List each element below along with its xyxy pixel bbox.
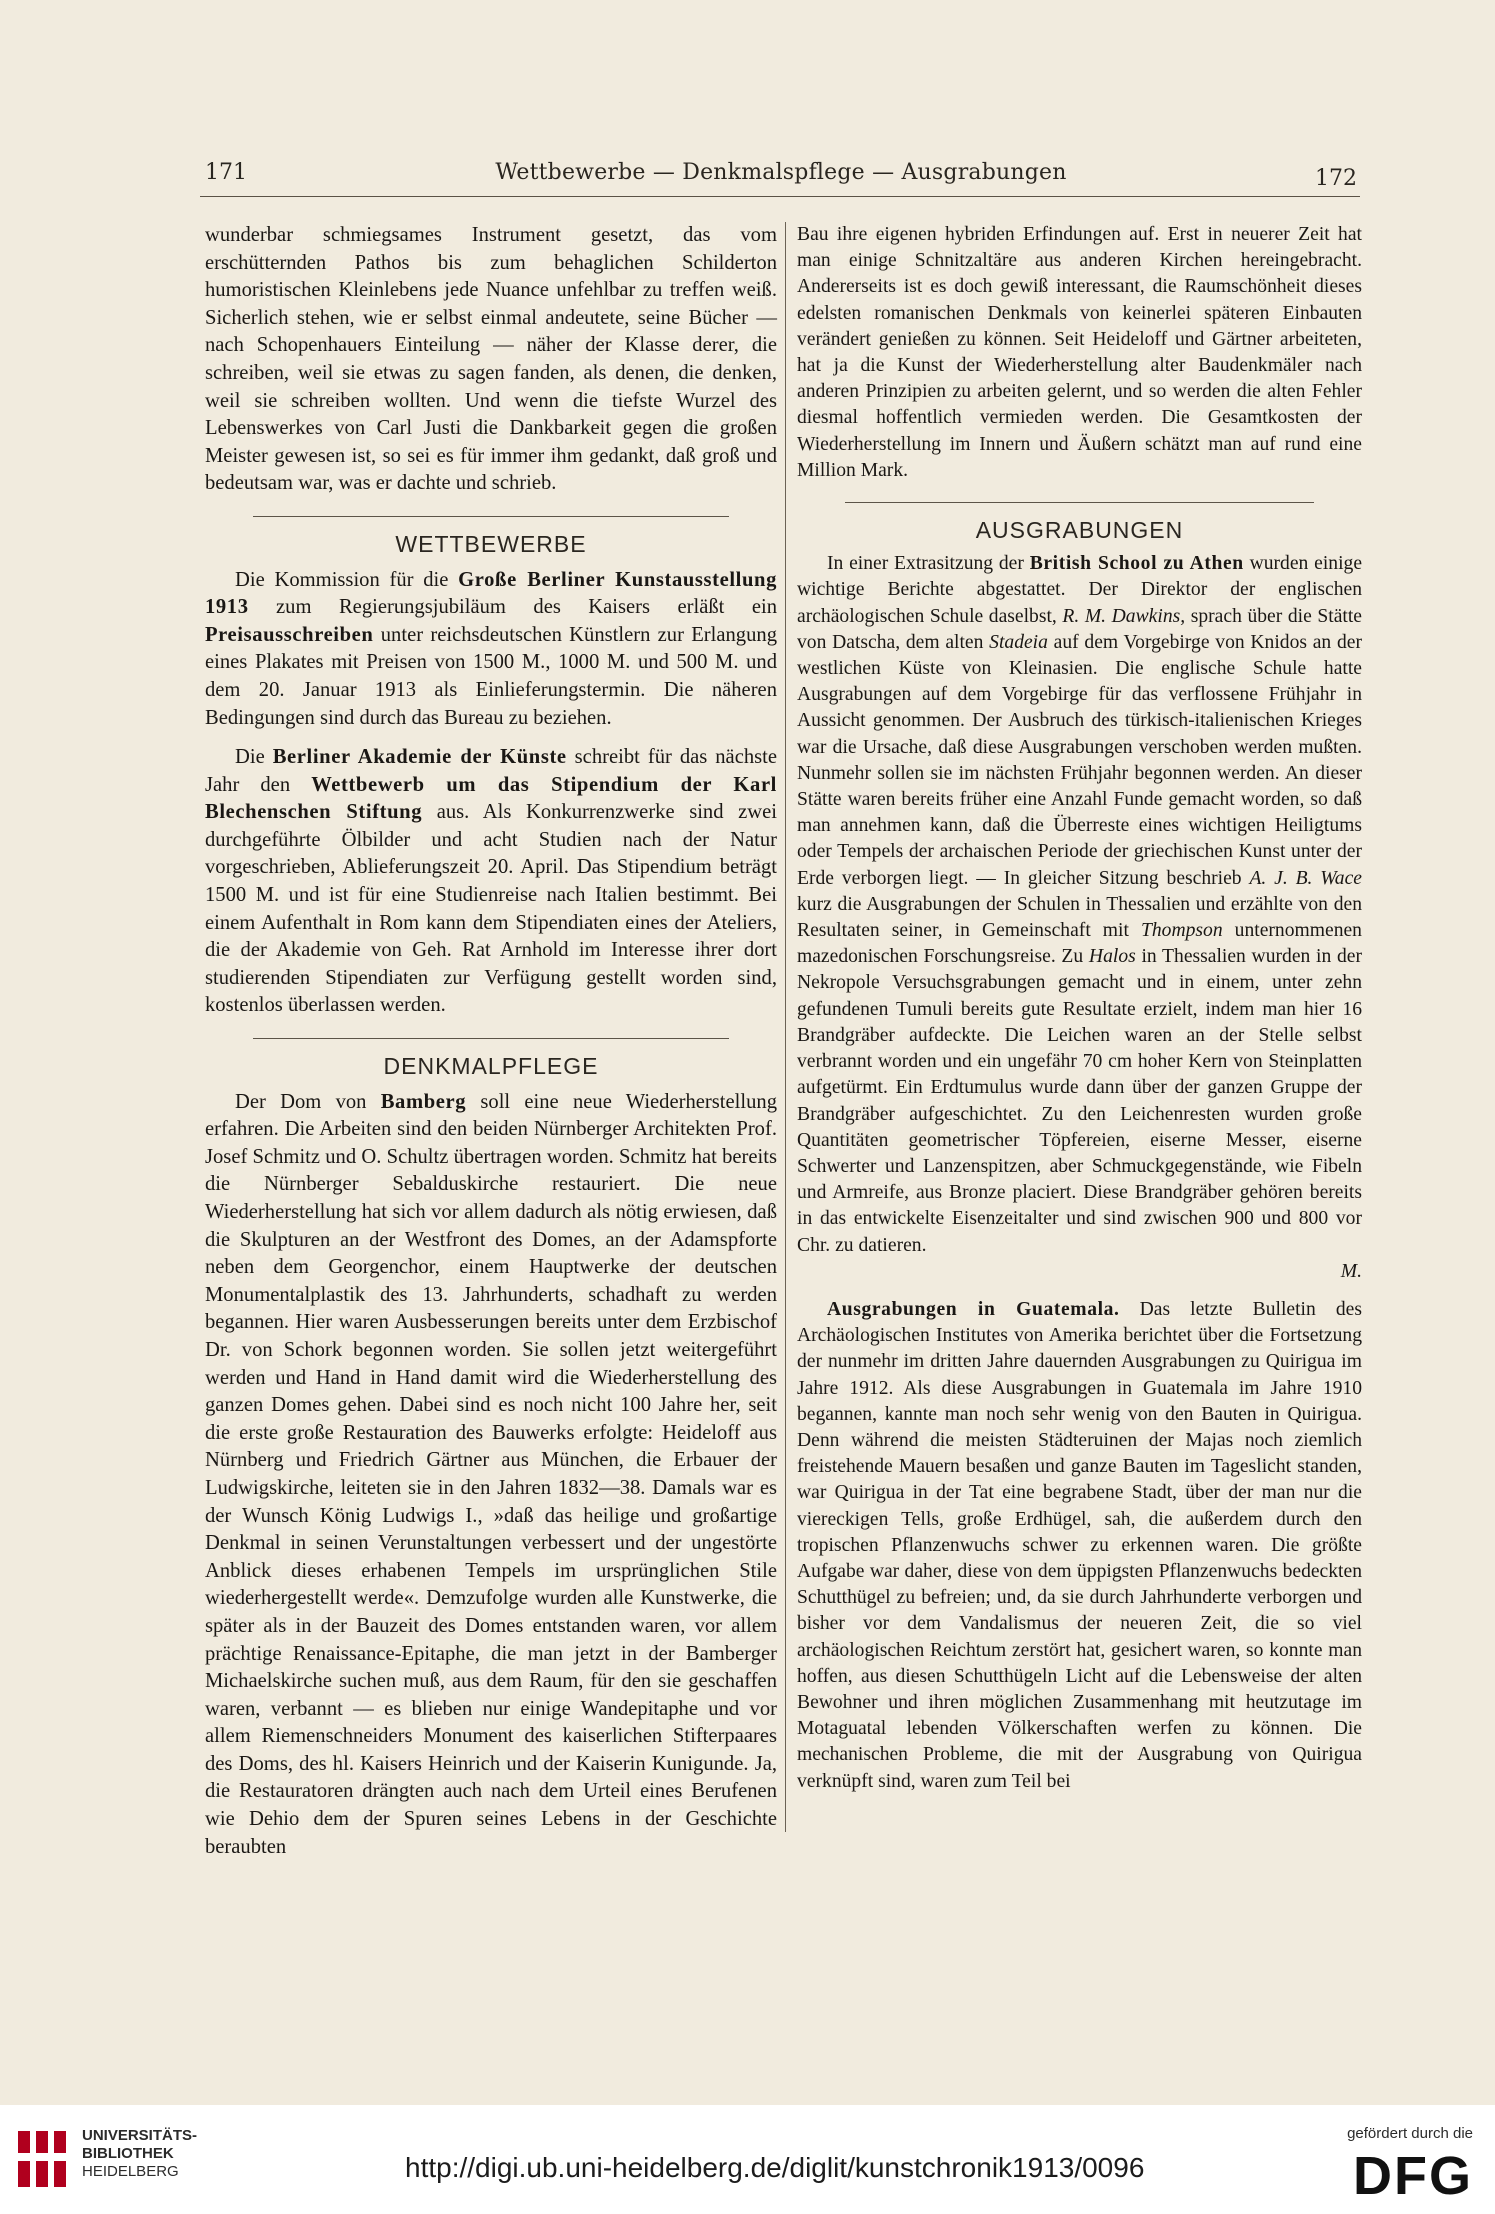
section-divider xyxy=(845,502,1314,503)
header-rule xyxy=(200,196,1360,197)
section-divider xyxy=(253,1038,729,1039)
university-library-logo xyxy=(14,2127,74,2191)
source-url-link[interactable]: http://digi.ub.uni-heidelberg.de/diglit/kunstchronik1913/0096 xyxy=(405,2152,1145,2183)
section-title-ausgrabungen: AUSGRABUNGEN xyxy=(975,517,1184,544)
ausgrabung-paragraph-guatemala: Ausgrabungen in Guatemala. Das letzte Bulletin des Archäologischen Institutes von Amerika berichtet über die Fortsetzung der nunmehr im dritten Jahre dauernden Ausgrabungen zu Quirigua im Jahre 1912. Als diese Ausgrabungen in Guatemala im Jahre 1910 begannen, kannte man noch sehr wenig von den Bauten in Quirigua. Denn während die meisten Städteruinen der Majas noch ziemlich freistehende Mauern besaßen und ganze Bauten im Tageslicht standen, war Quirigua in der Tat eine begrabene Stadt, über der man nur die viereckigen Tells, große Erdhügel, sah, die außerdem durch den tropischen Pflanzenwuchs schwer zu erkennen waren. Die größte Aufgabe war daher, diese von dem üppigsten Pflanzenwuchs bedeckten Schutthügel zu befreien; und, da sie durch Jahrhunderte verborgen und bisher vor dem Vandalismus der neueren Zeit, die so viel archäologischen Reichtum zerstört hat, gesichert waren, so konnte man hoffen, aus diesen Schutthügeln Licht auf die Lebensweise der alten Bewohner und ihren möglichen Zusammenhang mit heutzutage im Motaguatal lebenden Völkerschaften werfen zu können. Die mechanischen Probleme, die mit der Ausgrabung von Quirigua verknüpft sind, waren zum Teil bei xyxy=(797,1298,1362,1792)
author-signature: M. xyxy=(1340,1260,1362,1282)
right-column xyxy=(797,222,1362,1795)
wettbewerb-paragraph-1: Die Kommission für die Große Berliner Kunstausstellung 1913 zum Regierungsjubiläum des Kaisers erläßt ein Preisausschreiben unter reichsdeutschen Künstlern zur Erlangung eines Plakates mit Preisen von 1500 M., 1000 M. und 500 M. und dem 20. Januar 1913 als Einlieferungstermin. Die näheren Bedingungen sind durch das Bureau zu beziehen. xyxy=(205,568,777,729)
page-number-right: 172 xyxy=(1315,166,1357,191)
page-number-left: 171 xyxy=(205,160,247,185)
running-title: Wettbewerbe — Denkmalspflege — Ausgrabungen xyxy=(495,160,1067,185)
footer-bar xyxy=(0,2105,1495,2214)
left-column xyxy=(205,222,777,1861)
library-name: UNIVERSITÄTS- BIBLIOTHEK HEIDELBERG xyxy=(82,2127,198,2180)
dfg-logo: DFG xyxy=(1353,2146,1473,2206)
ausgrabung-paragraph-athen: In einer Extrasitzung der British School zu Athen wurden einige wichtige Berichte abgestattet. Der Direktor der englischen archäologischen Schule daselbst, R. M. Dawkins, sprach über die Stätte von Datscha, dem alten Stadeia auf dem Vorgebirge von Knidos an der westlichen Küste von Kleinasien. Die englische Schule hatte Ausgrabungen auf dem Vorgebirge für das verflossene Frühjahr in Aussicht genommen. Der Ausbruch des türkisch-italienischen Krieges war die Ursache, daß diese Ausgrabungen verschoben werden mußten. Nunmehr sollen sie im nächsten Frühjahr begonnen werden. An dieser Stätte waren bereits früher eine Anzahl Funde gemacht worden, so daß man annehmen kann, daß die Überreste eines wichtigen Heiligtums oder Tempels der archaischen Periode der griechischen Kunst unter der Erde verborgen liegt. — In gleicher Sitzung beschrieb A. J. B. Wace kurz die Ausgrabungen der Schulen in Thessalien und erzählte von den Resultaten seiner, in Gemeinschaft mit Thompson unternommenen mazedonischen Forschungsreise. Zu Halos in Thessalien wurden in der Nekropole Versuchsgrabungen gemacht und in einem, unter zehn gefundenen Tumuli bereits gute Resultate erzielt, indem man hier 16 Brandgräber aufdeckte. Die Leichen waren an der Stelle selbst verbrannt worden und ein ungefähr 70 cm hoher Kern von Steinplatten aufgetürmt. Ein Erdtumulus wurde dann über der ganzen Gruppe der Brandgräber aufgeschichtet. Zu den Leichenresten wurden große Quantitäten geometrischer Töpfereien, eiserne Messer, eiserne Schwerter und Lanzenspitzen, aber Schmuckgegenstände, wie Fibeln und Armreife, aus Bronze placiert. Diese Brandgräber gehören bereits in das entwickelte Eisenzeitalter und sind zwischen 900 und 800 vor Chr. zu datieren. xyxy=(797,553,1363,1256)
section-title-denkmalpflege: DENKMALPFLEGE xyxy=(383,1053,599,1080)
continuation-paragraph: Bau ihre eigenen hybriden Erfindungen auf. Erst in neuerer Zeit hat man einige Schnitzaltäre aus anderen Kirchen hereingebracht. Andererseits ist es doch gewiß interessant, die Raumschönheit dieses edelsten romanischen Denkmals von keinerlei späteren Einbauten verändert genießen zu können. Seit Heideloff und Gärtner arbeiteten, hat ja die Kunst der Wiederherstellung alter Baudenkmäler nach anderen Prinzipien zu arbeiten gelernt, und so werden die alten Fehler diesmal hoffentlich vermieden werden. Die Gesamtkosten der Wiederherstellung im Innern und Äußern schätzt man auf rund eine Million Mark. xyxy=(797,224,1362,481)
funding-note: gefördert durch die xyxy=(1347,2125,1473,2142)
section-divider xyxy=(253,516,729,517)
column-divider xyxy=(785,222,786,1832)
section-title-wettbewerbe: WETTBEWERBE xyxy=(395,530,587,557)
intro-paragraph: wunderbar schmiegsames Instrument gesetzt, das vom erschütternden Pathos bis zum behaglichen Schilderton humoristischen Kleinlebens jede Nuance unfehlbar zu treffen weiß. Sicherlich stehen, wie er selbst einmal andeutete, seine Bücher — nach Schopenhauers Einteilung — näher der Klasse derer, die schreiben, weil sie etwas zu sagen fanden, als denen, die denken, weil sie schreiben wollten. Und wenn die tiefste Wurzel des Lebenswerkes von Carl Justi die Dankbarkeit gegen die großen Meister gewesen ist, so sei es für immer ihm gedankt, daß groß und bedeutsam war, was er dachte und schrieb. xyxy=(205,224,777,495)
denkmal-paragraph: Der Dom von Bamberg soll eine neue Wiederherstellung erfahren. Die Arbeiten sind den beiden Nürnberger Architekten Prof. Josef Schmitz und O. Schultz übertragen worden. Schmitz hat bereits die Nürnberger Sebalduskirche restauriert. Die neue Wiederherstellung hat sich vor allem dadurch als nötig erwiesen, daß die Skulpturen an der Westfront des Domes, an der Adamspforte neben dem Georgenchor, einem Hauptwerke der deutschen Monumentalplastik des 13. Jahrhunderts, schadhaft zu werden begannen. Hier waren Ausbesserungen bereits unter dem Erzbischof Dr. von Schork begonnen worden. Sie sollen jetzt weitergeführt werden und Hand in Hand damit wird die Wiederherstellung des ganzen Domes gehen. Dabei sind es noch nicht 100 Jahre her, seit die erste große Restauration des Bauwerks erfolgte: Heideloff aus Nürnberg und Friedrich Gärtner aus München, die Erbauer der Ludwigskirche, leiteten sie in den Jahren 1832—38. Damals war es der Wunsch König Ludwigs I., »daß das heilige und großartige Denkmal in seinen Verunstaltungen verbessert und der ungestörte Anblick dieses erhabenen Tempels im ursprünglichen Stile wiederhergestellt werde«. Demzufolge wurden alle Kunstwerke, die später als in der Bauzeit des Domes entstanden waren, vor allem prächtige Renaissance-Epitaphe, die man jetzt in der Bamberger Michaelskirche suchen muß, aus dem Raum, für den sie geschaffen waren, verbannt — es blieben nur einige Wandepitaphe und vor allem Riemenschneiders Monument des kaiserlichen Stifterpaares des Doms, des hl. Kaisers Heinrich und der Kaiserin Kunigunde. Ja, die Restauratoren drängten auch nach dem Urteil eines Berufenen wie Dehio dem der Spuren seines Lebens in der Geschichte beraubten xyxy=(205,1090,777,1858)
wettbewerb-paragraph-2: Die Berliner Akademie der Künste schreibt für das nächste Jahr den Wettbewerb um das Stipendium der Karl Blechenschen Stiftung aus. Als Konkurrenzwerke sind zwei durchgeführte Ölbilder und acht Studien nach der Natur vorgeschrieben, Ablieferungszeit 20. April. Das Stipendium beträgt 1500 M. und ist für eine Studienreise nach Italien bestimmt. Bei einem Aufenthalt in Rom kann dem Stipendiaten eines der Ateliers, die der Akademie von Geh. Rat Arnhold im Interesse ihrer dort studierenden Stipendiaten zur Verfügung gestellt worden sind, kostenlos überlassen werden. xyxy=(205,746,778,1017)
